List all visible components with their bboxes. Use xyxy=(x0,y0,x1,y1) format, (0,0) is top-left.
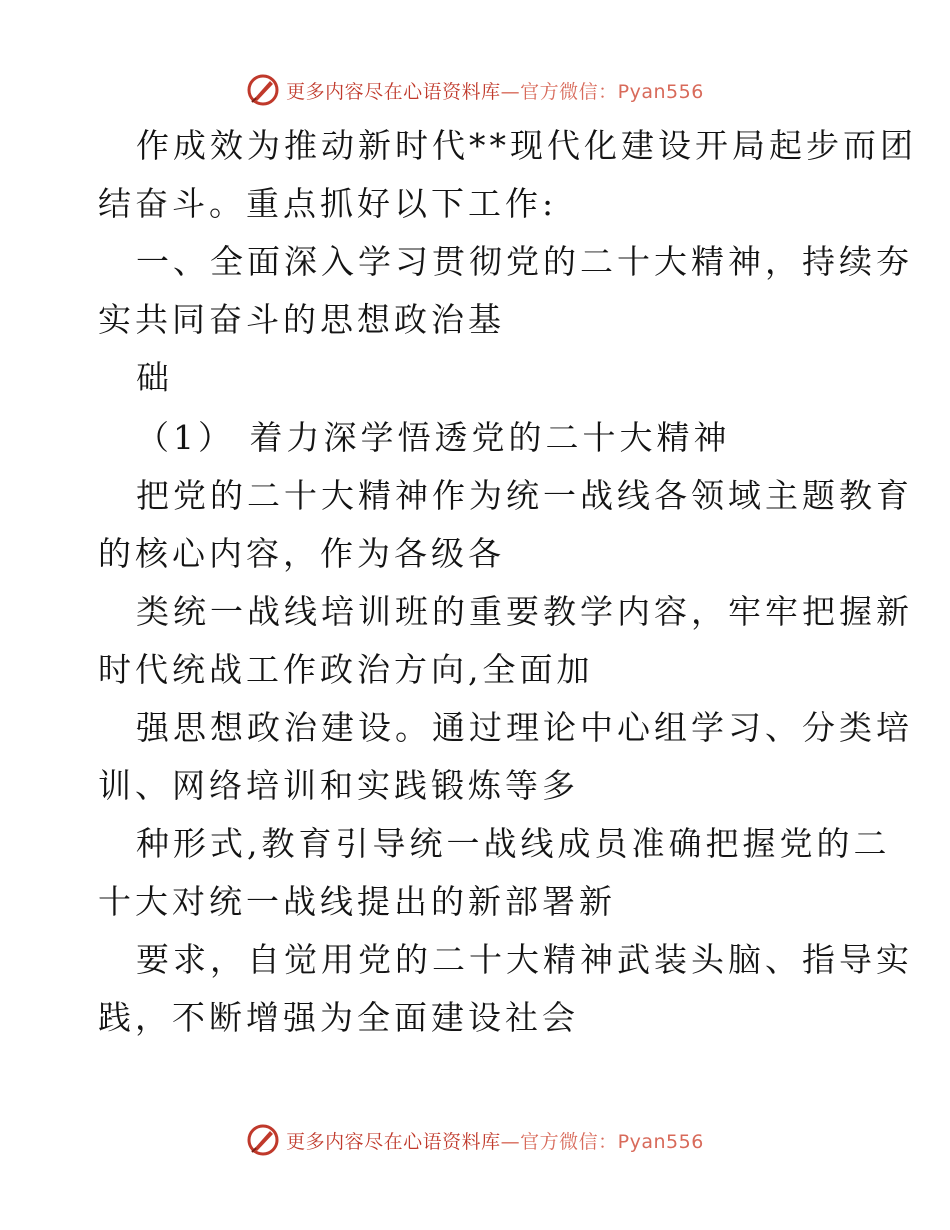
watermark-text: 更多内容尽在心语资料库—官方微信：Pyan556 xyxy=(286,1130,704,1153)
header-watermark xyxy=(0,70,950,110)
watermark-text: 更多内容尽在心语资料库—官方微信：Pyan556 xyxy=(286,80,704,103)
quill-logo-icon xyxy=(246,1123,280,1157)
quill-logo-icon xyxy=(246,73,280,107)
paragraph-line: 把党的二十大精神作为统一战线各领域主题教育 xyxy=(136,476,913,515)
paragraph-line: 结奋斗。重点抓好以下工作: xyxy=(98,184,558,223)
section-heading-line: 实共同奋斗的思想政治基 xyxy=(98,300,505,339)
section-heading-line: 础 xyxy=(136,358,173,397)
paragraph-line: 强思想政治建设。通过理论中心组学习、分类培 xyxy=(136,708,913,747)
paragraph-line: 十大对统一战线提出的新部署新 xyxy=(98,882,616,921)
paragraph-line: 时代统战工作政治方向,全面加 xyxy=(98,650,594,689)
paragraph-line: 种形式,教育引导统一战线成员准确把握党的二 xyxy=(136,824,891,863)
paragraph-line: 的核心内容，作为各级各 xyxy=(98,534,505,573)
paragraph-line: 践，不断增强为全面建设社会 xyxy=(98,998,579,1037)
paragraph-line: 作成效为推动新时代**现代化建设开局起步而团 xyxy=(136,126,917,165)
footer-watermark xyxy=(0,1120,950,1160)
subsection-heading: （1） 着力深学悟透党的二十大精神 xyxy=(136,418,731,457)
section-heading-line: 一、全面深入学习贯彻党的二十大精神，持续夯 xyxy=(136,242,913,281)
paragraph-line: 类统一战线培训班的重要教学内容，牢牢把握新 xyxy=(136,592,913,631)
paragraph-line: 要求，自觉用党的二十大精神武装头脑、指导实 xyxy=(136,940,913,979)
paragraph-line: 训、网络培训和实践锻炼等多 xyxy=(98,766,579,805)
